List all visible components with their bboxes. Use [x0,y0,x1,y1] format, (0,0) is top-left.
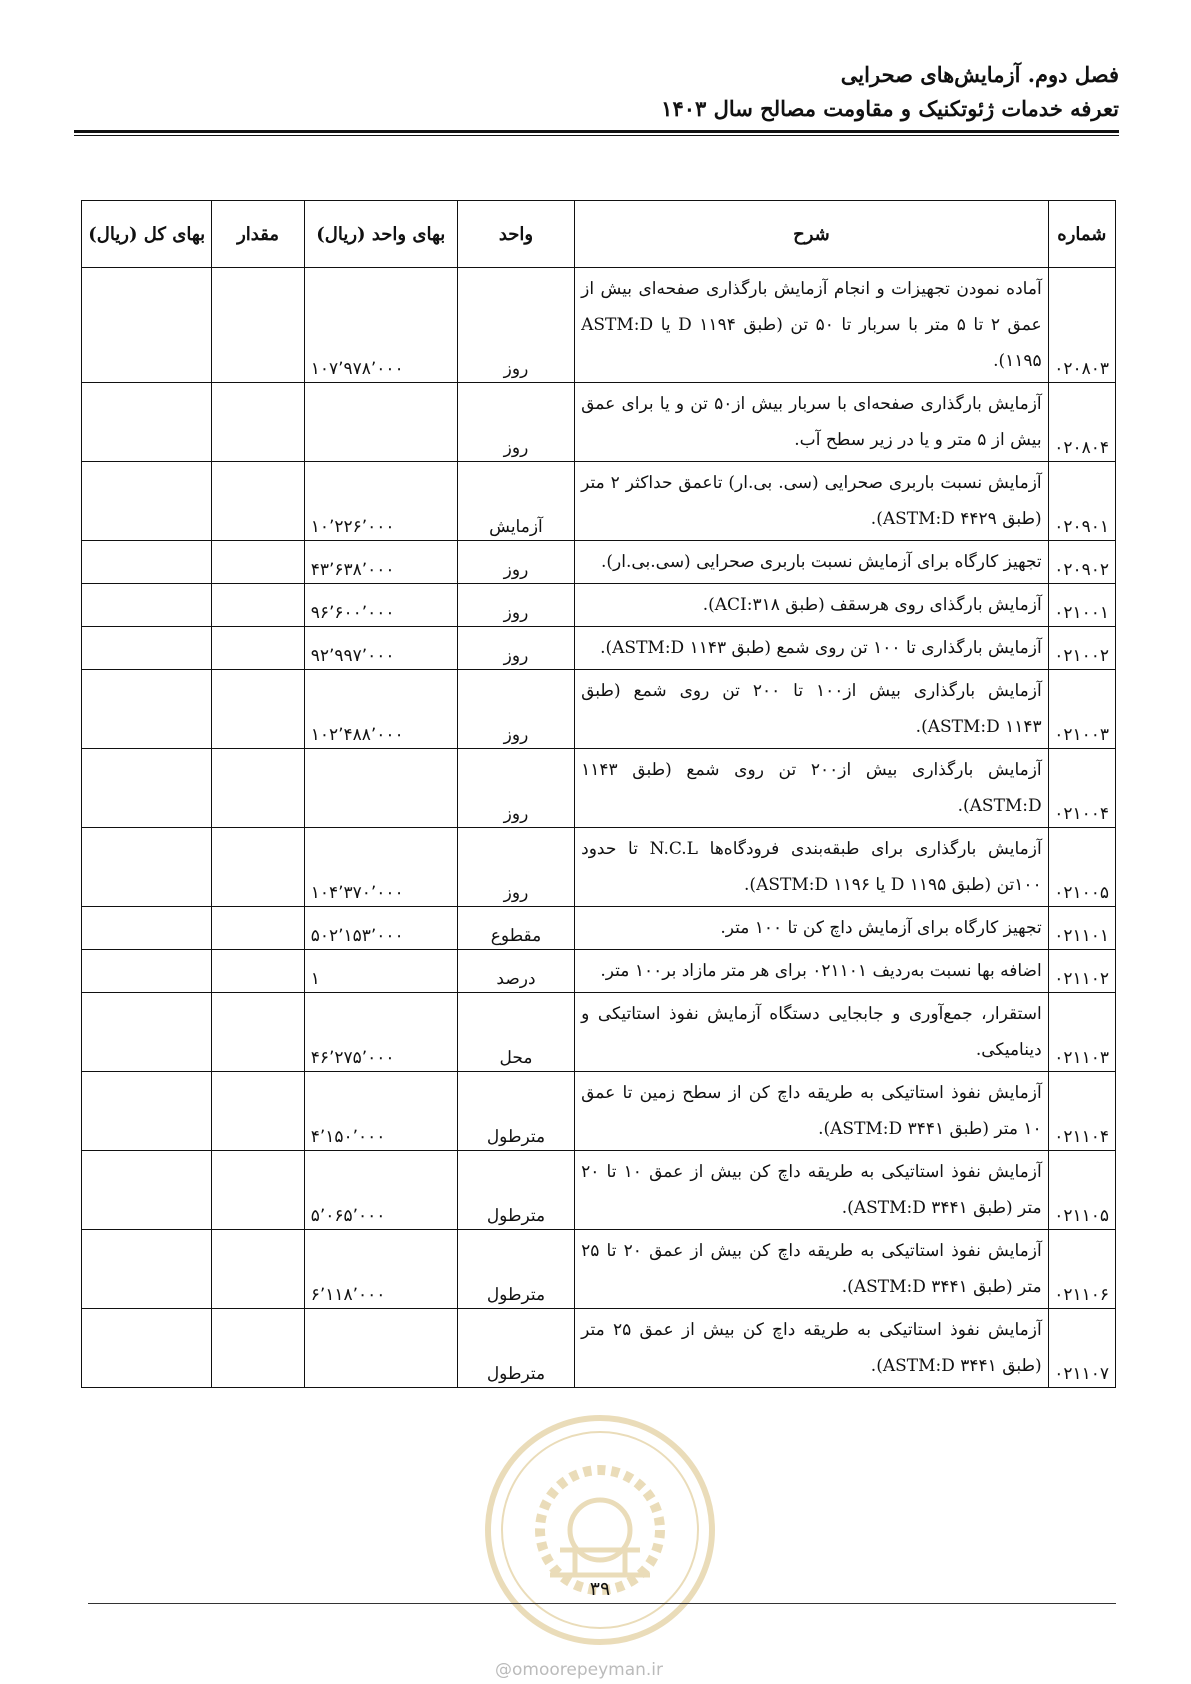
row-quantity [212,268,304,383]
row-unit-price: ۱۰۷٬۹۷۸٬۰۰۰ [304,268,457,383]
row-description: آزمایش بارگذاری برای طبقه‌بندی فرودگاه‌ها N.C.L تا حدود ۱۰۰تن (طبق D ۱۱۹۵ یا ASTM:D ۱۱۹۶). [575,828,1049,907]
header-rule-thick [74,130,1119,133]
row-quantity [212,1151,304,1230]
row-code: ۰۲۱۱۰۲ [1048,950,1115,993]
table-row [82,383,1116,462]
page-number: ۳۹ [589,1578,611,1600]
row-description: آزمایش نفوذ استاتیکی به طریقه داچ کن بیش از عمق ۱۰ تا ۲۰ متر (طبق ASTM:D ۳۴۴۱). [575,1151,1049,1230]
row-unit: مترطول [457,1151,574,1230]
row-code: ۰۲۰۸۰۴ [1048,383,1115,462]
row-unit: روز [457,383,574,462]
table-row [82,1151,1116,1230]
row-unit: مترطول [457,1309,574,1388]
table-row [82,670,1116,749]
row-description: آزمایش نفوذ استاتیکی به طریقه داچ کن از سطح زمین تا عمق ۱۰ متر (طبق ASTM:D ۳۴۴۱). [575,1072,1049,1151]
row-description: اضافه بها نسبت به‌ردیف ۰۲۱۱۰۱ برای هر متر مازاد بر۱۰۰ متر. [575,950,1049,993]
table-row [82,993,1116,1072]
row-unit: مترطول [457,1072,574,1151]
row-description: آزمایش بارگذاری بیش از۲۰۰ تن روی شمع (طبق ۱۱۴۳ ASTM:D). [575,749,1049,828]
row-total-price [82,907,212,950]
table-row [82,828,1116,907]
watermark-url: @omoorepeyman.ir [495,1660,664,1680]
row-quantity [212,950,304,993]
row-total-price [82,749,212,828]
table-row [82,950,1116,993]
table-body [82,268,1116,1388]
row-total-price [82,1072,212,1151]
table-row [82,462,1116,541]
row-unit-price: ۱ [304,950,457,993]
row-code: ۰۲۰۹۰۱ [1048,462,1115,541]
header-unit: واحد [457,201,574,268]
tariff-table [81,200,1116,1388]
row-total-price [82,541,212,584]
row-total-price [82,993,212,1072]
row-quantity [212,1072,304,1151]
row-total-price [82,670,212,749]
row-total-price [82,1230,212,1309]
row-total-price [82,1151,212,1230]
row-total-price [82,950,212,993]
row-description: آزمایش بارگذای روی هرسقف (طبق ACI:۳۱۸). [575,584,1049,627]
row-unit-price: ۵٬۰۶۵٬۰۰۰ [304,1151,457,1230]
row-unit: روز [457,627,574,670]
row-code: ۰۲۱۰۰۵ [1048,828,1115,907]
row-unit-price: ۱۰٬۲۲۶٬۰۰۰ [304,462,457,541]
row-code: ۰۲۱۰۰۳ [1048,670,1115,749]
row-unit: روز [457,541,574,584]
table-row [82,749,1116,828]
row-unit: روز [457,670,574,749]
row-total-price [82,383,212,462]
row-code: ۰۲۱۰۰۱ [1048,584,1115,627]
row-quantity [212,462,304,541]
document-subtitle: تعرفه خدمات ژئوتکنیک و مقاومت مصالح سال ۱۴۰۳ [661,96,1119,121]
header-unit-price: بهای واحد (ریال) [304,201,457,268]
row-unit-price: ۴۳٬۶۳۸٬۰۰۰ [304,541,457,584]
row-total-price [82,1309,212,1388]
row-unit: مترطول [457,1230,574,1309]
row-code: ۰۲۱۱۰۴ [1048,1072,1115,1151]
row-total-price [82,462,212,541]
row-unit: روز [457,828,574,907]
row-description: استقرار، جمع‌آوری و جابجایی دستگاه آزمایش نفوذ استاتیکی و دینامیکی. [575,993,1049,1072]
row-quantity [212,541,304,584]
row-code: ۰۲۰۹۰۲ [1048,541,1115,584]
row-quantity [212,627,304,670]
table-header-row [82,201,1116,268]
row-total-price [82,268,212,383]
row-quantity [212,584,304,627]
row-unit: روز [457,749,574,828]
row-description: آزمایش نفوذ استاتیکی به طریقه داچ کن بیش از عمق ۲۵ متر (طبق ASTM:D ۳۴۴۱). [575,1309,1049,1388]
row-unit-price: ۹۶٬۶۰۰٬۰۰۰ [304,584,457,627]
row-unit: آزمایش [457,462,574,541]
row-code: ۰۲۱۰۰۲ [1048,627,1115,670]
row-total-price [82,584,212,627]
header-description: شرح [575,201,1049,268]
row-description: آماده نمودن تجهیزات و انجام آزمایش بارگذاری صفحه‌ای بیش از عمق ۲ تا ۵ متر با سربار تا ۵۰ تن (طبق D ۱۱۹۴ یا ASTM:D ۱۱۹۵). [575,268,1049,383]
row-unit-price: ۵۰۲٬۱۵۳٬۰۰۰ [304,907,457,950]
row-description: آزمایش نسبت باربری صحرایی (سی. بی.ار) تاعمق حداکثر ۲ متر (طبق ASTM:D ۴۴۲۹). [575,462,1049,541]
row-unit-price [304,1309,457,1388]
row-quantity [212,907,304,950]
table-row [82,627,1116,670]
row-code: ۰۲۱۱۰۷ [1048,1309,1115,1388]
row-description: آزمایش بارگذاری تا ۱۰۰ تن روی شمع (طبق ۱۱۴۳ ASTM:D). [575,627,1049,670]
row-quantity [212,749,304,828]
row-quantity [212,670,304,749]
row-total-price [82,627,212,670]
row-quantity [212,828,304,907]
row-code: ۰۲۱۰۰۴ [1048,749,1115,828]
header-rule-thin [74,135,1119,136]
table-row [82,584,1116,627]
chapter-title: فصل دوم. آزمایش‌های صحرایی [840,62,1119,87]
row-description: تجهیز کارگاه برای آزمایش نسبت باربری صحرایی (سی.بی.ار). [575,541,1049,584]
row-unit-price: ۶٬۱۱۸٬۰۰۰ [304,1230,457,1309]
seal-watermark-icon [480,1410,720,1650]
row-unit: درصد [457,950,574,993]
row-unit: روز [457,584,574,627]
row-code: ۰۲۱۱۰۱ [1048,907,1115,950]
table-row [82,1072,1116,1151]
row-unit-price [304,383,457,462]
row-code: ۰۲۰۸۰۳ [1048,268,1115,383]
row-unit: روز [457,268,574,383]
row-unit: محل [457,993,574,1072]
row-description: آزمایش نفوذ استاتیکی به طریقه داچ کن بیش از عمق ۲۰ تا ۲۵ متر (طبق ASTM:D ۳۴۴۱). [575,1230,1049,1309]
header-quantity: مقدار [212,201,304,268]
row-description: تجهیز کارگاه برای آزمایش داچ کن تا ۱۰۰ متر. [575,907,1049,950]
row-unit-price: ۱۰۲٬۴۸۸٬۰۰۰ [304,670,457,749]
row-code: ۰۲۱۱۰۶ [1048,1230,1115,1309]
row-code: ۰۲۱۱۰۳ [1048,993,1115,1072]
table-row [82,541,1116,584]
row-unit: مقطوع [457,907,574,950]
row-quantity [212,383,304,462]
page-header [74,58,1119,126]
row-description: آزمایش بارگذاری صفحه‌ای با سربار بیش از۵۰ تن و یا برای عمق بیش از ۵ متر و یا در زیر سطح آب. [575,383,1049,462]
row-unit-price [304,749,457,828]
row-code: ۰۲۱۱۰۵ [1048,1151,1115,1230]
row-quantity [212,993,304,1072]
header-code: شماره [1048,201,1115,268]
row-unit-price: ۹۲٬۹۹۷٬۰۰۰ [304,627,457,670]
table-row [82,268,1116,383]
row-quantity [212,1230,304,1309]
row-unit-price: ۴۶٬۲۷۵٬۰۰۰ [304,993,457,1072]
table-row [82,1230,1116,1309]
footer-rule [88,1603,1116,1604]
table-row [82,907,1116,950]
row-total-price [82,828,212,907]
row-unit-price: ۱۰۴٬۳۷۰٬۰۰۰ [304,828,457,907]
row-quantity [212,1309,304,1388]
table-row [82,1309,1116,1388]
header-total-price: بهای کل (ریال) [82,201,212,268]
row-description: آزمایش بارگذاری بیش از۱۰۰ تا ۲۰۰ تن روی شمع (طبق ASTM:D ۱۱۴۳). [575,670,1049,749]
row-unit-price: ۴٬۱۵۰٬۰۰۰ [304,1072,457,1151]
